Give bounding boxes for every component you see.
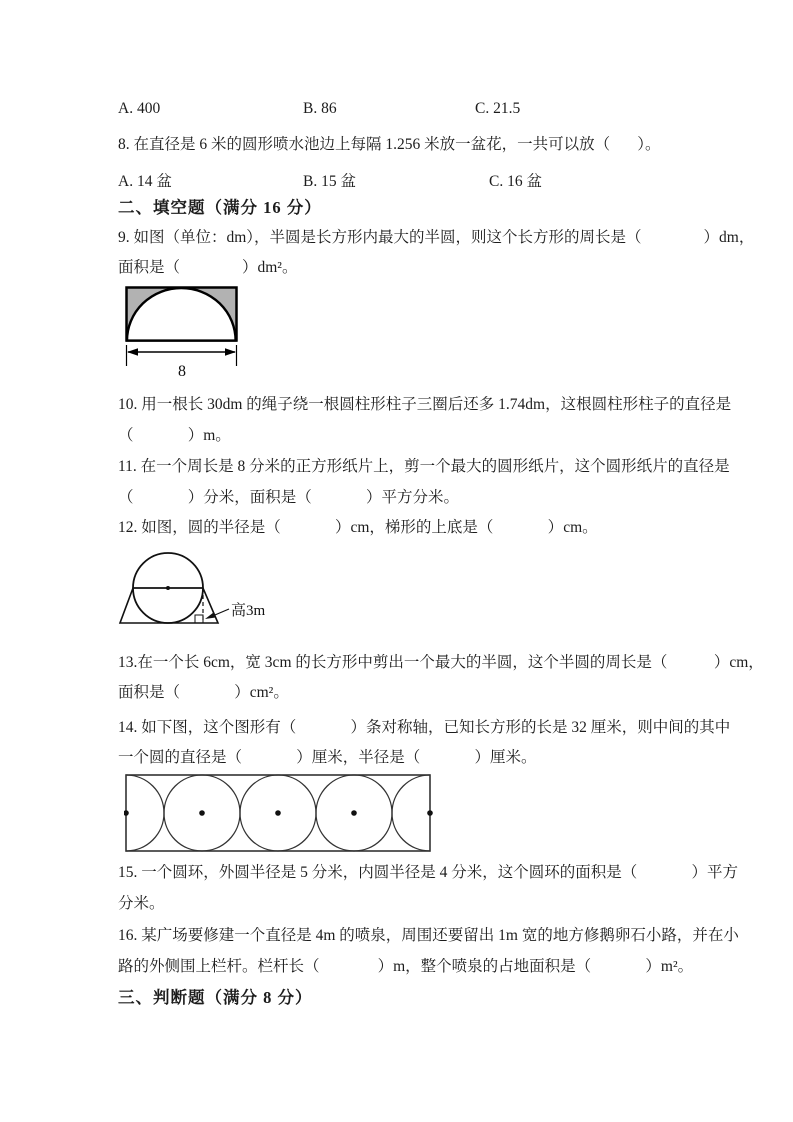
arrow-right-icon — [225, 348, 236, 356]
q7-option-b: B. 86 — [303, 100, 337, 117]
right-angle-mark — [195, 615, 203, 623]
section-3-title: 三、判断题（满分 8 分） — [118, 988, 313, 1007]
question-7-options — [118, 100, 718, 120]
question-8-options — [118, 169, 718, 189]
question-13-line-2: 面积是（ ）cm²。 — [118, 684, 289, 701]
section-2-title: 二、填空题（满分 16 分） — [118, 198, 322, 217]
center-dot-4 — [351, 810, 357, 816]
height-label: 高3m — [231, 603, 266, 619]
q12-figure-circle-trapezoid — [112, 551, 287, 637]
q14-figure-circles-in-rectangle — [124, 773, 434, 855]
center-dot-3 — [275, 810, 281, 816]
question-13-line-1: 13.在一个长 6cm，宽 3cm 的长方形中剪出一个最大的半圆，这个半圆的周长是（ ）cm， — [118, 654, 764, 671]
center-dot-1 — [124, 810, 129, 816]
question-9-line-2: 面积是（ ）dm²。 — [118, 259, 298, 276]
question-15-line-1: 15. 一个圆环，外圆半径是 5 分米，内圆半径是 4 分米，这个圆环的面积是（ ）平方 — [118, 864, 739, 881]
q7-option-a: A. 400 — [118, 100, 161, 117]
q7-option-c: C. 21.5 — [475, 100, 521, 117]
question-14-line-1: 14. 如下图，这个图形有（ ）条对称轴，已知长方形的长是 32 厘米，则中间的其中 — [118, 719, 731, 736]
q9-figure-semicircle-in-rectangle — [125, 286, 249, 380]
arrow-left-icon — [127, 348, 138, 356]
center-dot-5 — [427, 810, 433, 816]
question-11-line-2: （ ）分米，面积是（ ）平方分米。 — [118, 489, 460, 506]
question-11-line-1: 11. 在一个周长是 8 分米的正方形纸片上，剪一个最大的圆形纸片，这个圆形纸片的直径是 — [118, 458, 730, 475]
dimension-label: 8 — [178, 363, 186, 380]
question-16-line-2: 路的外侧围上栏杆。栏杆长（ ）m，整个喷泉的占地面积是（ ）m²。 — [118, 958, 694, 975]
right-semicircle-shape — [392, 775, 430, 851]
question-15-line-2: 分米。 — [118, 895, 165, 912]
question-14-line-2: 一个圆的直径是（ ）厘米，半径是（ ）厘米。 — [118, 749, 537, 766]
left-semicircle-shape — [126, 775, 164, 851]
question-8-text: 8. 在直径是 6 米的圆形喷水池边上每隔 1.256 米放一盆花，一共可以放（ ）。 — [118, 136, 661, 153]
question-9-line-1: 9. 如图（单位：dm），半圆是长方形内最大的半圆，则这个长方形的周长是（ ）dm， — [118, 229, 755, 246]
q8-option-c: C. 16 盆 — [489, 173, 542, 190]
q8-option-b: B. 15 盆 — [303, 173, 356, 190]
q8-option-a: A. 14 盆 — [118, 173, 172, 190]
question-12-line-1: 12. 如图，圆的半径是（ ）cm，梯形的上底是（ ）cm。 — [118, 519, 598, 536]
question-10-line-1: 10. 用一根长 30dm 的绳子绕一根圆柱形柱子三圈后还多 1.74dm，这根圆柱形柱子的直径是 — [118, 396, 732, 413]
center-dot-2 — [199, 810, 205, 816]
question-16-line-1: 16. 某广场要修建一个直径是 4m 的喷泉，周围还要留出 1m 宽的地方修鹅卵石小路，并在小 — [118, 927, 739, 944]
question-10-line-2: （ ）m。 — [118, 427, 231, 444]
